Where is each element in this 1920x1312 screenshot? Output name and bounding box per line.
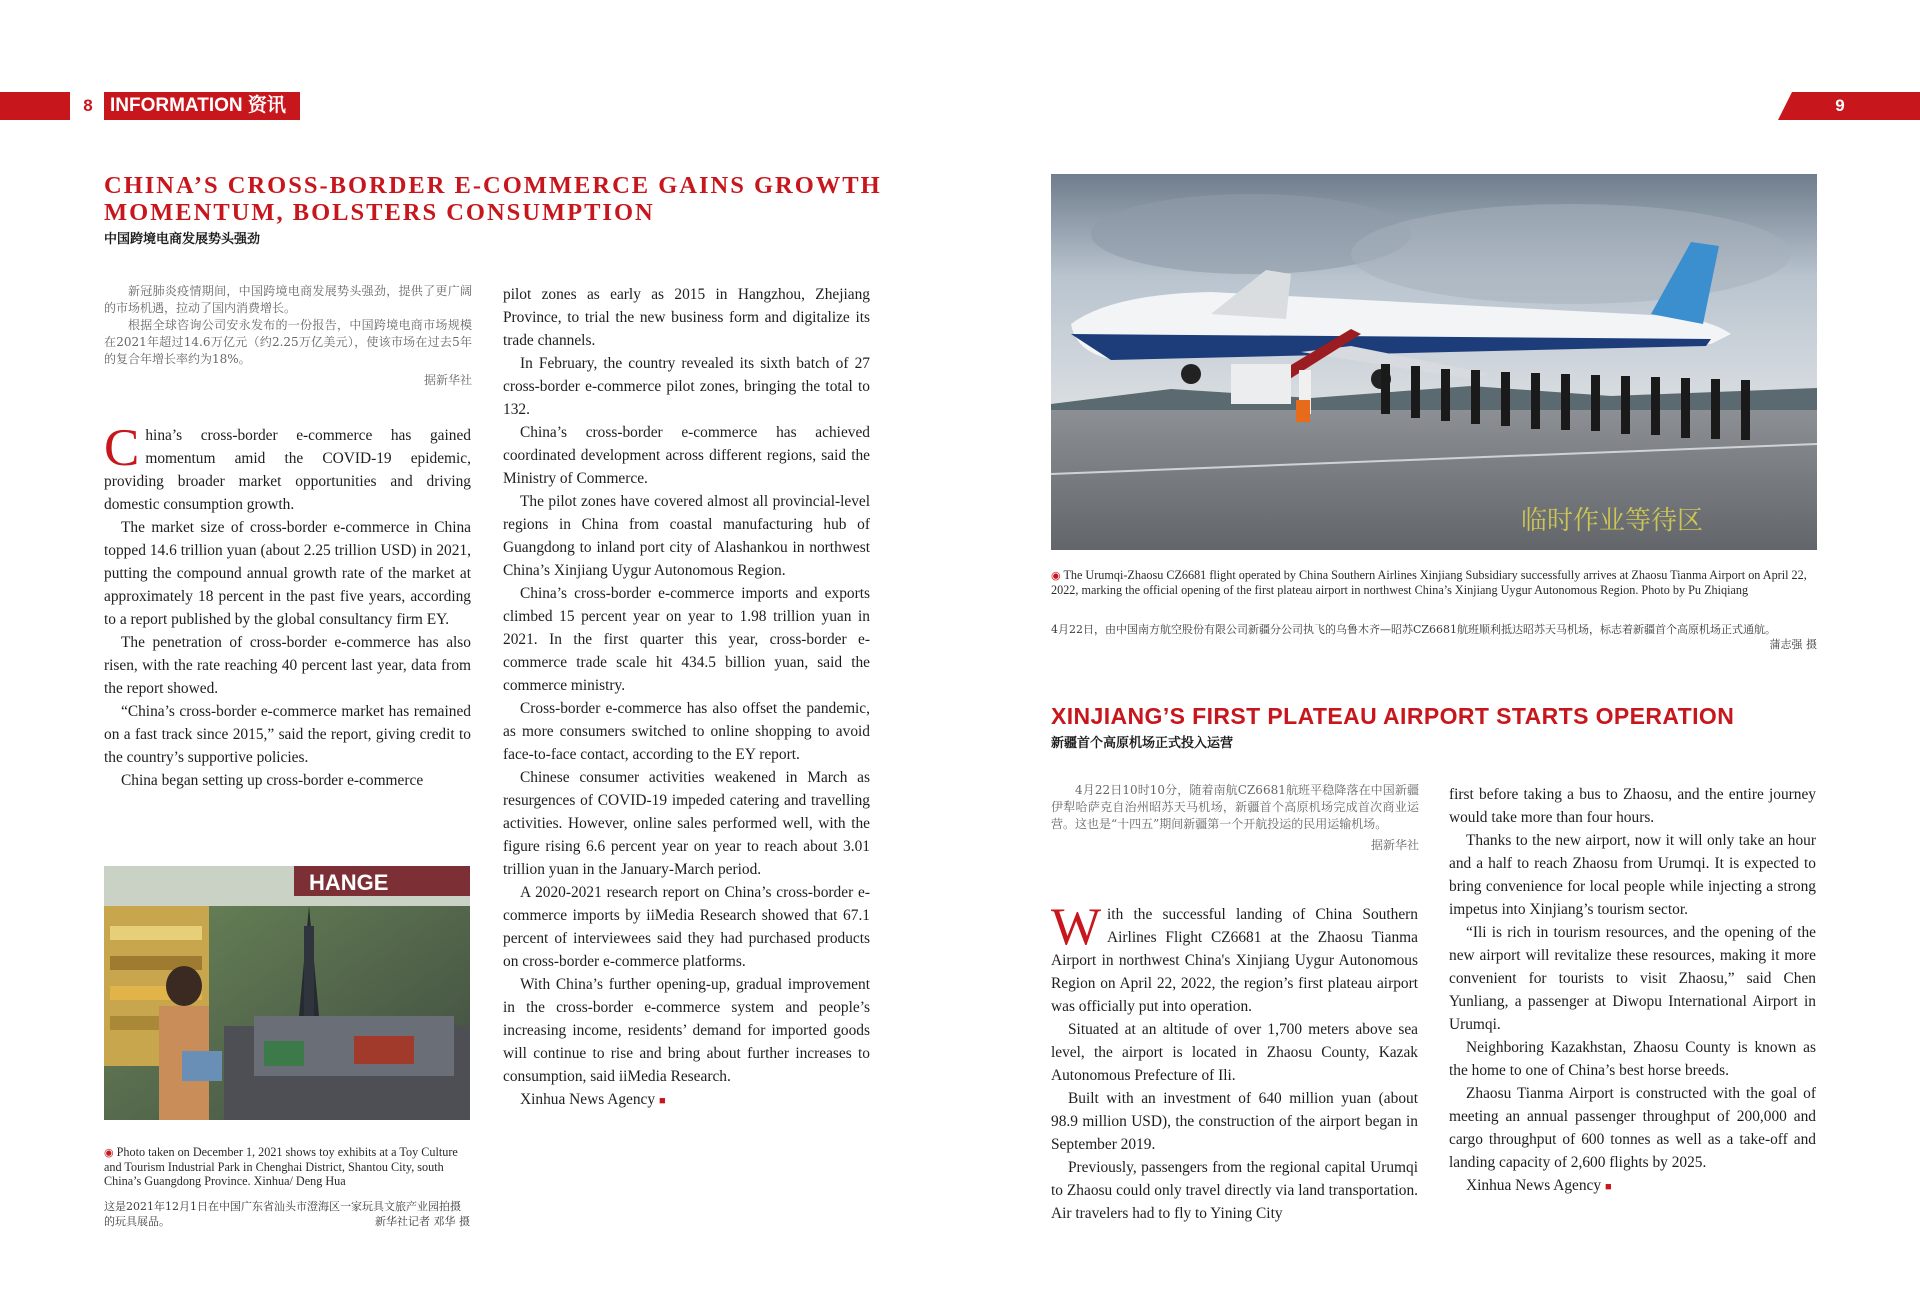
body-paragraph: Thanks to the new airport, now it will only take an hour and a half to reach Zhaosu from Urumqi. It is expected to bring convenience for local people while injecting a strong impetus into Xinjiang’s tourism sector.	[1449, 832, 1816, 918]
page-number-left: 8	[83, 96, 93, 115]
drop-cap: W	[1051, 898, 1102, 956]
summary-paragraph: 新冠肺炎疫情期间，中国跨境电商发展势头强劲，提供了更广阔的市场机遇，拉动了国内消费增长。	[104, 284, 472, 315]
summary-paragraph: 根据全球咨询公司安永发布的一份报告，中国跨境电商市场规模在2021年超过14.6万亿元（约2.25万亿美元），使该市场在过去5年的复合年增长率约为18%。	[104, 318, 472, 366]
body-paragraph: With China’s further opening-up, gradual improvement in the cross-border e-commerce system and people’s increasing income, residents’ demand for imported goods will continue to rise and bring about further increases to consumption, said iiMedia Research.	[503, 976, 870, 1085]
body-paragraph: “China’s cross-border e-commerce market has remained on a fast track since 2015,” said the report, giving credit to the country’s supportive policies.	[104, 703, 471, 766]
body-paragraph: The penetration of cross-border e-commerce has also risen, with the rate reaching 40 percent last year, data from the report showed.	[104, 634, 471, 697]
summary-source: 据新华社	[1370, 838, 1419, 852]
body-paragraph: A 2020-2021 research report on China’s cross-border e-commerce imports by iiMedia Research showed that 67.1 percent of interviewees said they had purchased products on cross-border e-commerce platforms.	[503, 884, 870, 970]
article2-column-1	[1051, 898, 1418, 1225]
article2-title: XINJIANG’S FIRST PLATEAU AIRPORT STARTS OPERATION	[1051, 703, 1735, 729]
camera-icon: ◉	[1051, 570, 1061, 582]
lead-paragraph: China’s cross-border e-commerce has gained momentum amid the COVID-19 epidemic, providing broader market opportunities and driving domestic consumption growth.	[104, 419, 471, 513]
tarmac-marking: 临时作业等待区	[1521, 506, 1704, 536]
body-paragraph: China’s cross-border e-commerce has achieved coordinated development across different regions, said the Ministry of Commerce.	[503, 424, 870, 487]
body-paragraph: Previously, passengers from the regional capital Urumqi to Zhaosu could only travel directly via land transportation. Air travelers had to fly to Yining City	[1051, 1159, 1418, 1222]
agency-signoff: Xinhua News Agency ■	[520, 1091, 666, 1108]
camera-icon: ◉	[104, 1147, 114, 1159]
article1-column-2	[503, 283, 870, 1113]
body-paragraph: Chinese consumer activities weakened in March as resurgences of COVID-19 impeded catering and travelling activities. However, online sales performed well, with the figure rising 6.6 percent year on year to reach about 3.01 trillion yuan in the January-March period.	[503, 769, 870, 878]
continued-paragraph: first before taking a bus to Zhaosu, and the entire journey would take more than four hours.	[1449, 786, 1816, 826]
body-paragraph: Situated at an altitude of over 1,700 meters above sea level, the airport is located in Zhaosu County, Kazak Autonomous Prefecture of Ili.	[1051, 1021, 1418, 1084]
agency-signoff: Xinhua News Agency ■	[1466, 1177, 1612, 1194]
store-sign: HANGE	[309, 870, 389, 895]
toy-photo-caption-cn: 这是2021年12月1日在中国广东省汕头市澄海区一家玩具文旅产业园拍摄的玩具展品。 新华社记者 邓华 摄	[104, 1200, 470, 1228]
toy-photo-caption: ◉ Photo taken on December 1, 2021 shows toy exhibits at a Toy Culture and Tourism Industrial Park in Chenghai District, Shantou City, south China’s Guangdong Province. Xinhua/ Deng Hua	[104, 1145, 458, 1188]
article2-subtitle-cn: 新疆首个高原机场正式投入运营	[1051, 735, 1234, 750]
photo-credit: 蒲志强 摄	[1769, 638, 1817, 651]
body-paragraph: Cross-border e-commerce has also offset the pandemic, as more consumers switched to online shopping to avoid face-to-face contact, according to the EY report.	[503, 700, 870, 763]
section-label: INFORMATION 资讯	[110, 95, 286, 116]
toy-exhibit-photo	[104, 866, 470, 1120]
body-paragraph: China’s cross-border e-commerce imports and exports climbed 15 percent year on year to 1.98 trillion yuan in 2021. In the first quarter this year, cross-border e-commerce trade scale hit 434.5 billion yuan, said the commerce ministry.	[503, 585, 870, 694]
article1-title: CHINA’S CROSS-BORDER E-COMMERCE GAINS GROWTH MOMENTUM, BOLSTERS CONSUMPTION	[104, 172, 882, 226]
article1-summary-cn	[104, 283, 472, 389]
article2-summary-cn	[1051, 782, 1419, 854]
airport-photo-caption-cn: 4月22日，由中国南方航空股份有限公司新疆分公司执飞的乌鲁木齐—昭苏CZ6681航班顺利抵达昭苏天马机场，标志着新疆首个高原机场正式通航。 蒲志强 摄	[1051, 623, 1817, 651]
lead-paragraph: With the successful landing of China Southern Airlines Flight CZ6681 at the Zhaosu Tianma Airport in northwest China's Xinjiang Uygur Autonomous Region on April 22, 2022, the region’s first plateau airport was officially put into operation.	[1051, 898, 1418, 1015]
article1-subtitle-cn: 中国跨境电商发展势头强劲	[104, 231, 261, 246]
body-paragraph: The pilot zones have covered almost all provincial-level regions in China from coastal manufacturing hub of Guangdong to inland port city of Alashankou in northwest China’s Xinjiang Uygur Autonomous Region.	[503, 493, 870, 579]
summary-source: 据新华社	[423, 373, 472, 387]
drop-cap: C	[104, 419, 140, 477]
airport-photo-caption: ◉ The Urumqi-Zhaosu CZ6681 flight operated by China Southern Airlines Xinjiang Subsidiary successfully arrives at Zhaosu Tianma Airport on April 22, 2022, marking the official opening of the first plateau airport in northwest China’s Xinjiang Uygur Autonomous Region. Photo by Pu Zhiqiang	[1051, 568, 1807, 597]
body-paragraph: “Ili is rich in tourism resources, and the opening of the new airport will revitalize these resources, making it more convenient for tourists to visit Zhaosu,” said Chen Yunliang, a passenger at Diwopu International Airport in Urumqi.	[1449, 924, 1816, 1033]
body-paragraph: Neighboring Kazakhstan, Zhaosu County is known as the home to one of China’s best horse breeds.	[1449, 1039, 1816, 1079]
article2-column-2	[1449, 783, 1816, 1199]
continued-paragraph: pilot zones as early as 2015 in Hangzhou, Zhejiang Province, to trial the new business form and digitalize its trade channels.	[503, 286, 870, 349]
body-paragraph: Zhaosu Tianma Airport is constructed with the goal of meeting an annual passenger throughput of 200,000 and cargo throughput of 600 tonnes as well as a take-off and landing capacity of 2,600 flights by 2025.	[1449, 1085, 1816, 1171]
body-paragraph: In February, the country revealed its sixth batch of 27 cross-border e-commerce pilot zones, bringing the total to 132.	[503, 355, 870, 418]
article1-column-1	[104, 419, 471, 792]
summary-paragraph: 4月22日10时10分，随着南航CZ6681航班平稳降落在中国新疆伊犁哈萨克自治州昭苏天马机场，新疆首个高原机场完成首次商业运营。这也是“十四五”期间新疆第一个开航投运的民用运输机场。	[1051, 783, 1419, 831]
photo-credit: 新华社记者 邓华 摄	[375, 1215, 470, 1228]
body-paragraph: The market size of cross-border e-commerce in China topped 14.6 trillion yuan (about 2.25 trillion USD) in 2021, putting the compound annual growth rate of the market at approximately 18 percent in the past five years, according to a report published by the global consultancy firm EY.	[104, 519, 471, 628]
body-paragraph: Built with an investment of 640 million yuan (about 98.9 million USD), the construction of the airport began in September 2019.	[1051, 1090, 1418, 1153]
airport-photo	[1051, 174, 1817, 550]
body-paragraph: China began setting up cross-border e-commerce	[121, 772, 424, 789]
page-number-right: 9	[1835, 96, 1845, 115]
